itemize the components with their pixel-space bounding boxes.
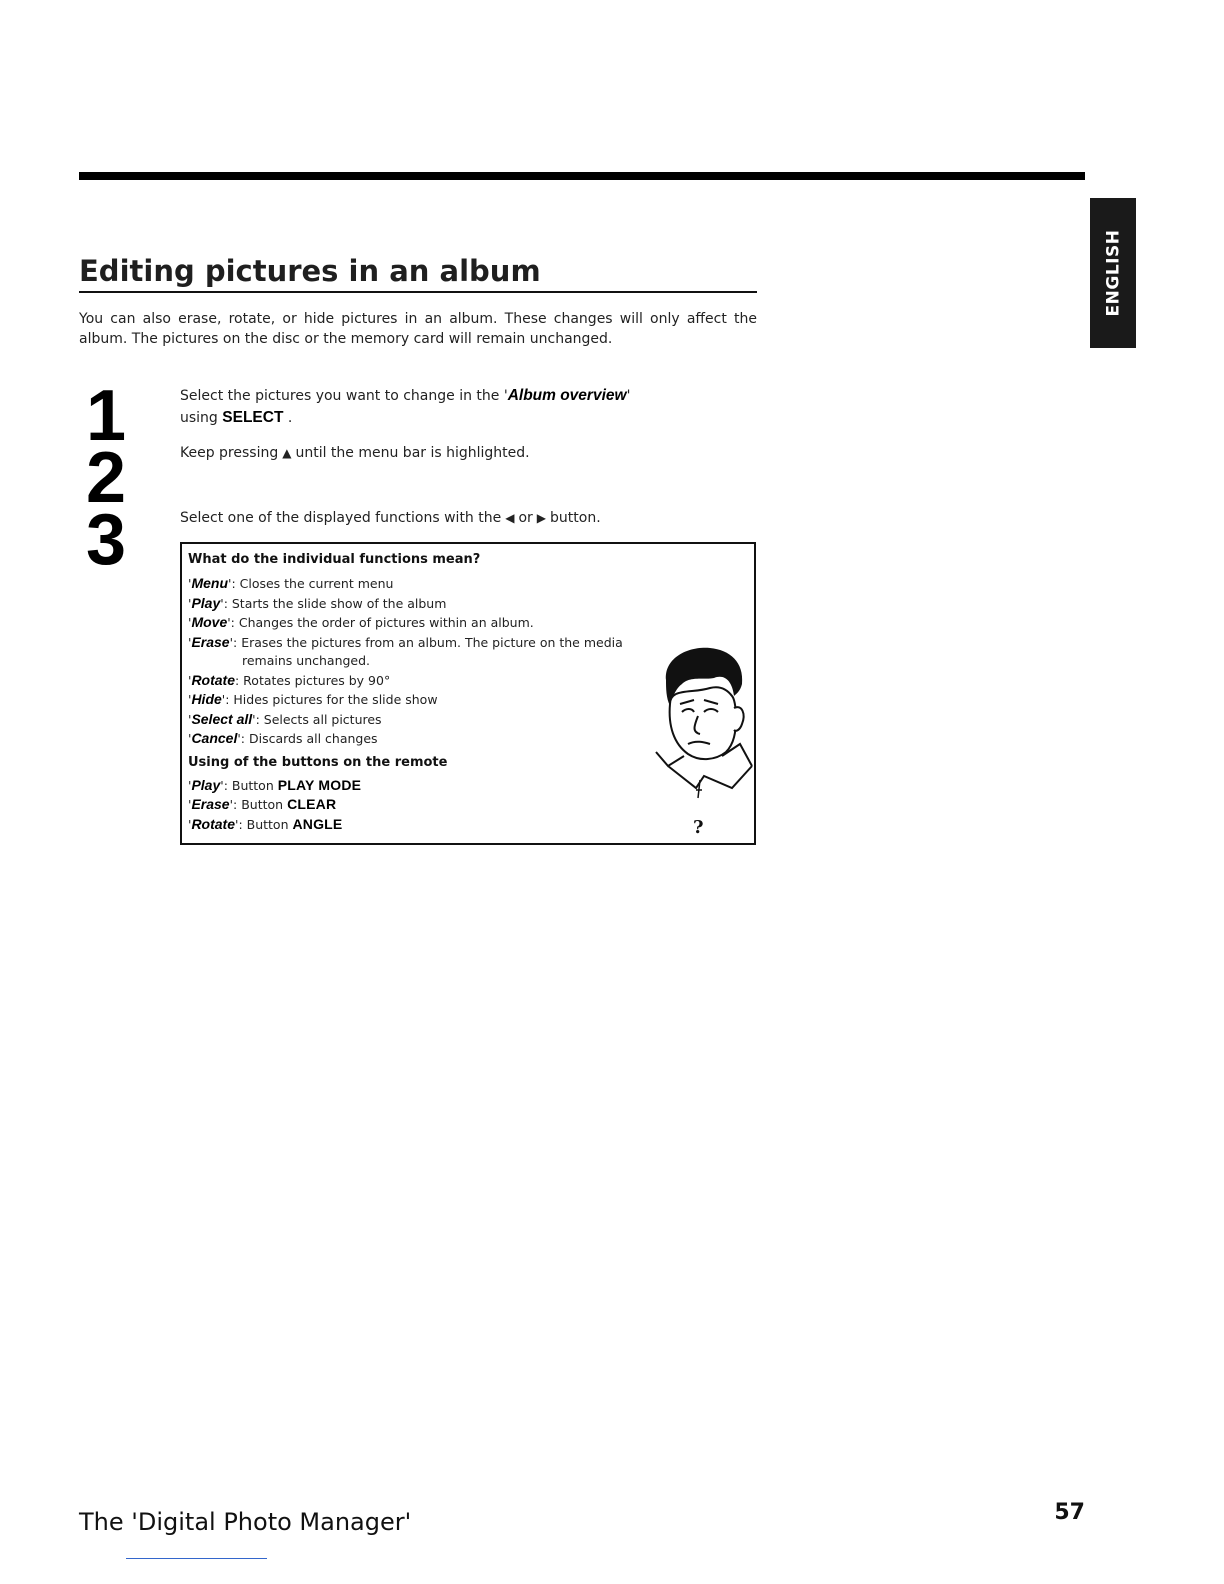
- footer-link-line: [126, 1558, 267, 1559]
- page-number: 57: [1054, 1500, 1085, 1525]
- language-tab-label: ENGLISH: [1103, 229, 1123, 317]
- right-arrow-icon: ▶: [536, 511, 547, 525]
- up-arrow-icon: ▲: [282, 446, 292, 460]
- page-title: Editing pictures in an album: [79, 252, 757, 293]
- clear-key: CLEAR: [287, 796, 337, 812]
- remote-rotate: 'Rotate': Button ANGLE: [188, 815, 343, 832]
- function-select-all: 'Select all': Selects all pictures: [188, 710, 382, 727]
- step-1-line-1: Select the pictures you want to change in the 'Album overview': [180, 387, 631, 404]
- function-menu: 'Menu': Closes the current menu: [188, 575, 394, 591]
- function-erase-continuation: remains unchanged.: [242, 653, 371, 668]
- language-tab: [1090, 198, 1136, 348]
- step-number-2: 2: [86, 438, 127, 518]
- top-rule: [79, 172, 1085, 180]
- ear: [734, 707, 744, 731]
- zipper: [696, 780, 702, 798]
- confused-man-illustration: [648, 640, 760, 840]
- function-cancel: 'Cancel': Discards all changes: [188, 730, 378, 746]
- step-1-text: [180, 385, 740, 429]
- remote-heading: Using of the buttons on the remote: [188, 754, 448, 770]
- function-play: 'Play': Starts the slide show of the album: [188, 594, 447, 611]
- left-arrow-icon: ◀: [505, 511, 515, 525]
- step-number-3: 3: [86, 500, 127, 580]
- remote-erase: 'Erase': Button CLEAR: [188, 796, 337, 812]
- function-hide: 'Hide': Hides pictures for the slide show: [188, 691, 438, 707]
- step-2-text: Keep pressing ▲ until the menu bar is highlighted.: [180, 443, 740, 464]
- function-rotate: 'Rotate: Rotates pictures by 90°: [188, 671, 391, 688]
- remote-play: 'Play': Button PLAY MODE: [188, 776, 362, 793]
- step-1-line-2: using SELECT .: [180, 409, 293, 426]
- question-mark: ?: [693, 817, 704, 838]
- step-3-text: Select one of the displayed functions with the ◀ or ▶ button.: [180, 508, 740, 529]
- function-erase: 'Erase': Erases the pictures from an album. The picture on the media: [188, 633, 623, 650]
- intro-paragraph: You can also erase, rotate, or hide pictures in an album. These changes will only affect the album. The pictures on the disc or the memory card will remain unchanged.: [79, 311, 757, 347]
- play-mode-key: PLAY MODE: [277, 776, 362, 793]
- album-overview-term: Album overview: [507, 387, 627, 404]
- footer-title: The 'Digital Photo Manager': [79, 1508, 412, 1536]
- functions-heading: What do the individual functions mean?: [188, 552, 481, 567]
- function-move: 'Move': Changes the order of pictures within an album.: [188, 614, 534, 630]
- select-key: SELECT: [222, 409, 284, 426]
- face: [670, 687, 736, 759]
- angle-key: ANGLE: [292, 815, 343, 832]
- step-number-1: 1: [86, 376, 127, 456]
